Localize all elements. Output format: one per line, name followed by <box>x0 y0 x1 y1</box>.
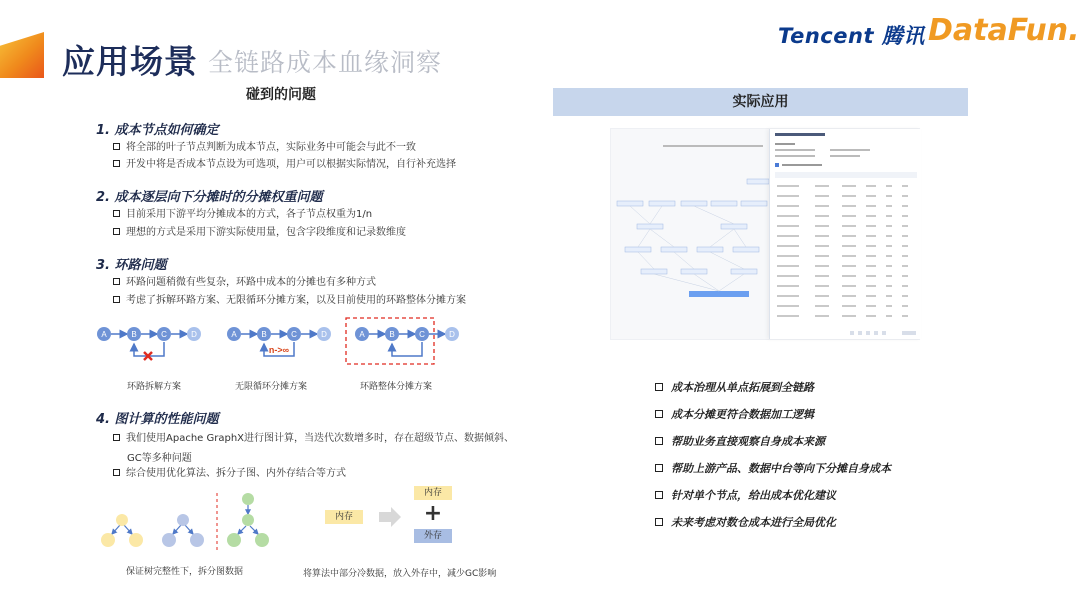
node-b-label: B <box>261 330 267 339</box>
checkbox-icon <box>113 469 120 476</box>
tencent-logo <box>778 20 925 50</box>
question-1-bullet-2: 开发中将是否成本节点设为可选项，用户可以根据实际情况，自行补充选择 <box>113 156 456 173</box>
question-4-title: 4. 图计算的性能问题 <box>96 412 219 427</box>
lineage-graph-area <box>611 129 771 339</box>
external-storage-box: 外存 <box>414 529 452 543</box>
practice-bullet-5: 针对单个节点，给出成本优化建议 <box>655 487 836 503</box>
checkbox-icon <box>655 464 663 472</box>
tree-blue <box>162 514 204 547</box>
question-1-bullet-1: 将全部的叶子节点判断为成本节点，实际业务中可能会与此不一致 <box>113 139 416 156</box>
plus-icon: + <box>423 501 443 526</box>
infinite-label: n->∞ <box>268 345 290 355</box>
question-3-bullet-2: 考虑了拆解环路方案、无限循环分摊方案，以及目前使用的环路整体分摊方案 <box>113 292 466 309</box>
node-a-label: A <box>359 330 365 339</box>
practice-bullet-3: 帮助业务直接观察自身成本来源 <box>655 433 825 449</box>
detail-table-thumbnail <box>770 129 922 339</box>
caption-memory: 将算法中部分冷数据，放入外存中，减少GC影响 <box>303 569 497 579</box>
question-4-bullet-1-continuation: GC等多种问题 <box>127 453 192 464</box>
loop-diagram-split <box>97 327 201 360</box>
tree-green <box>227 493 269 547</box>
lineage-graph-thumbnail <box>611 129 771 339</box>
loop-diagram-infinite <box>227 327 331 356</box>
practice-bullet-4: 帮助上游产品、数据中台等向下分摊自身成本 <box>655 460 891 476</box>
question-4-bullet-1: 我们使用Apache GraphX进行图计算，当迭代次数增多时，存在超级节点、数据倾斜、 <box>113 430 514 447</box>
question-3-title: 3. 环路问题 <box>96 258 167 273</box>
caption-split-loop: 环路拆解方案 <box>127 382 182 392</box>
page-title: 应用场景 <box>62 42 198 81</box>
node-a-label: A <box>101 330 107 339</box>
right-arrow-icon <box>377 505 403 529</box>
tree-split-diagram <box>96 485 286 553</box>
checkbox-icon <box>113 228 120 235</box>
checkbox-icon <box>113 278 120 285</box>
checkbox-icon <box>113 434 120 441</box>
node-d-label: D <box>449 330 455 339</box>
node-a-label: A <box>231 330 237 339</box>
practice-bullet-6: 未来考虑对数仓成本进行全局优化 <box>655 514 836 530</box>
loop-diagram-whole <box>346 318 459 364</box>
node-c-label: C <box>161 330 167 339</box>
caption-whole-loop: 环路整体分摊方案 <box>360 382 433 392</box>
checkbox-icon <box>655 518 663 526</box>
checkbox-icon <box>655 410 663 418</box>
loop-highlight-box <box>346 318 434 364</box>
practice-bullet-2: 成本分摊更符合数据加工逻辑 <box>655 406 814 422</box>
node-c-label: C <box>291 330 297 339</box>
title-accent-bar <box>0 32 44 78</box>
tree-yellow <box>101 514 143 547</box>
checkbox-icon <box>655 437 663 445</box>
practice-bullet-1: 成本治理从单点拓展到全链路 <box>655 379 814 395</box>
caption-infinite-loop: 无限循环分摊方案 <box>235 382 308 392</box>
question-1-title: 1. 成本节点如何确定 <box>96 123 219 138</box>
datafun-logo <box>928 13 1079 48</box>
datafun-logo-text: DataFun. <box>928 13 1080 48</box>
page-subtitle: 全链路成本血缘洞察 <box>208 48 443 77</box>
node-b-label: B <box>389 330 395 339</box>
checkbox-icon <box>113 296 120 303</box>
tencent-logo-text: Tencent 腾讯 <box>778 24 925 48</box>
node-d-label: D <box>191 330 197 339</box>
practice-heading: 实际应用 <box>553 88 968 116</box>
question-3-bullet-1: 环路问题稍微有些复杂，环路中成本的分摊也有多种方式 <box>113 274 376 291</box>
memory-box: 内存 <box>325 510 363 524</box>
lineage-screenshot <box>610 128 920 340</box>
problems-heading: 碰到的问题 <box>246 87 316 103</box>
checkbox-icon <box>113 143 120 150</box>
checkbox-icon <box>655 491 663 499</box>
question-2-bullet-1: 目前采用下游平均分摊成本的方式，各子节点权重为1/n <box>113 206 372 223</box>
question-4-bullet-2: 综合使用优化算法、拆分子图、内外存结合等方式 <box>113 465 346 482</box>
question-2-bullet-2: 理想的方式是采用下游实际使用量，包含字段维度和记录数维度 <box>113 224 406 241</box>
checkbox-icon <box>113 160 120 167</box>
node-c-label: C <box>419 330 425 339</box>
memory-box-top: 内存 <box>414 486 452 500</box>
node-b-label: B <box>131 330 137 339</box>
checkbox-icon <box>655 383 663 391</box>
question-2-title: 2. 成本逐层向下分摊时的分摊权重问题 <box>96 190 323 205</box>
checkbox-icon <box>113 210 120 217</box>
node-d-label: D <box>321 330 327 339</box>
loop-diagrams <box>94 316 474 372</box>
lineage-detail-panel <box>769 129 921 339</box>
caption-tree-split: 保证树完整性下，拆分图数据 <box>126 567 244 577</box>
